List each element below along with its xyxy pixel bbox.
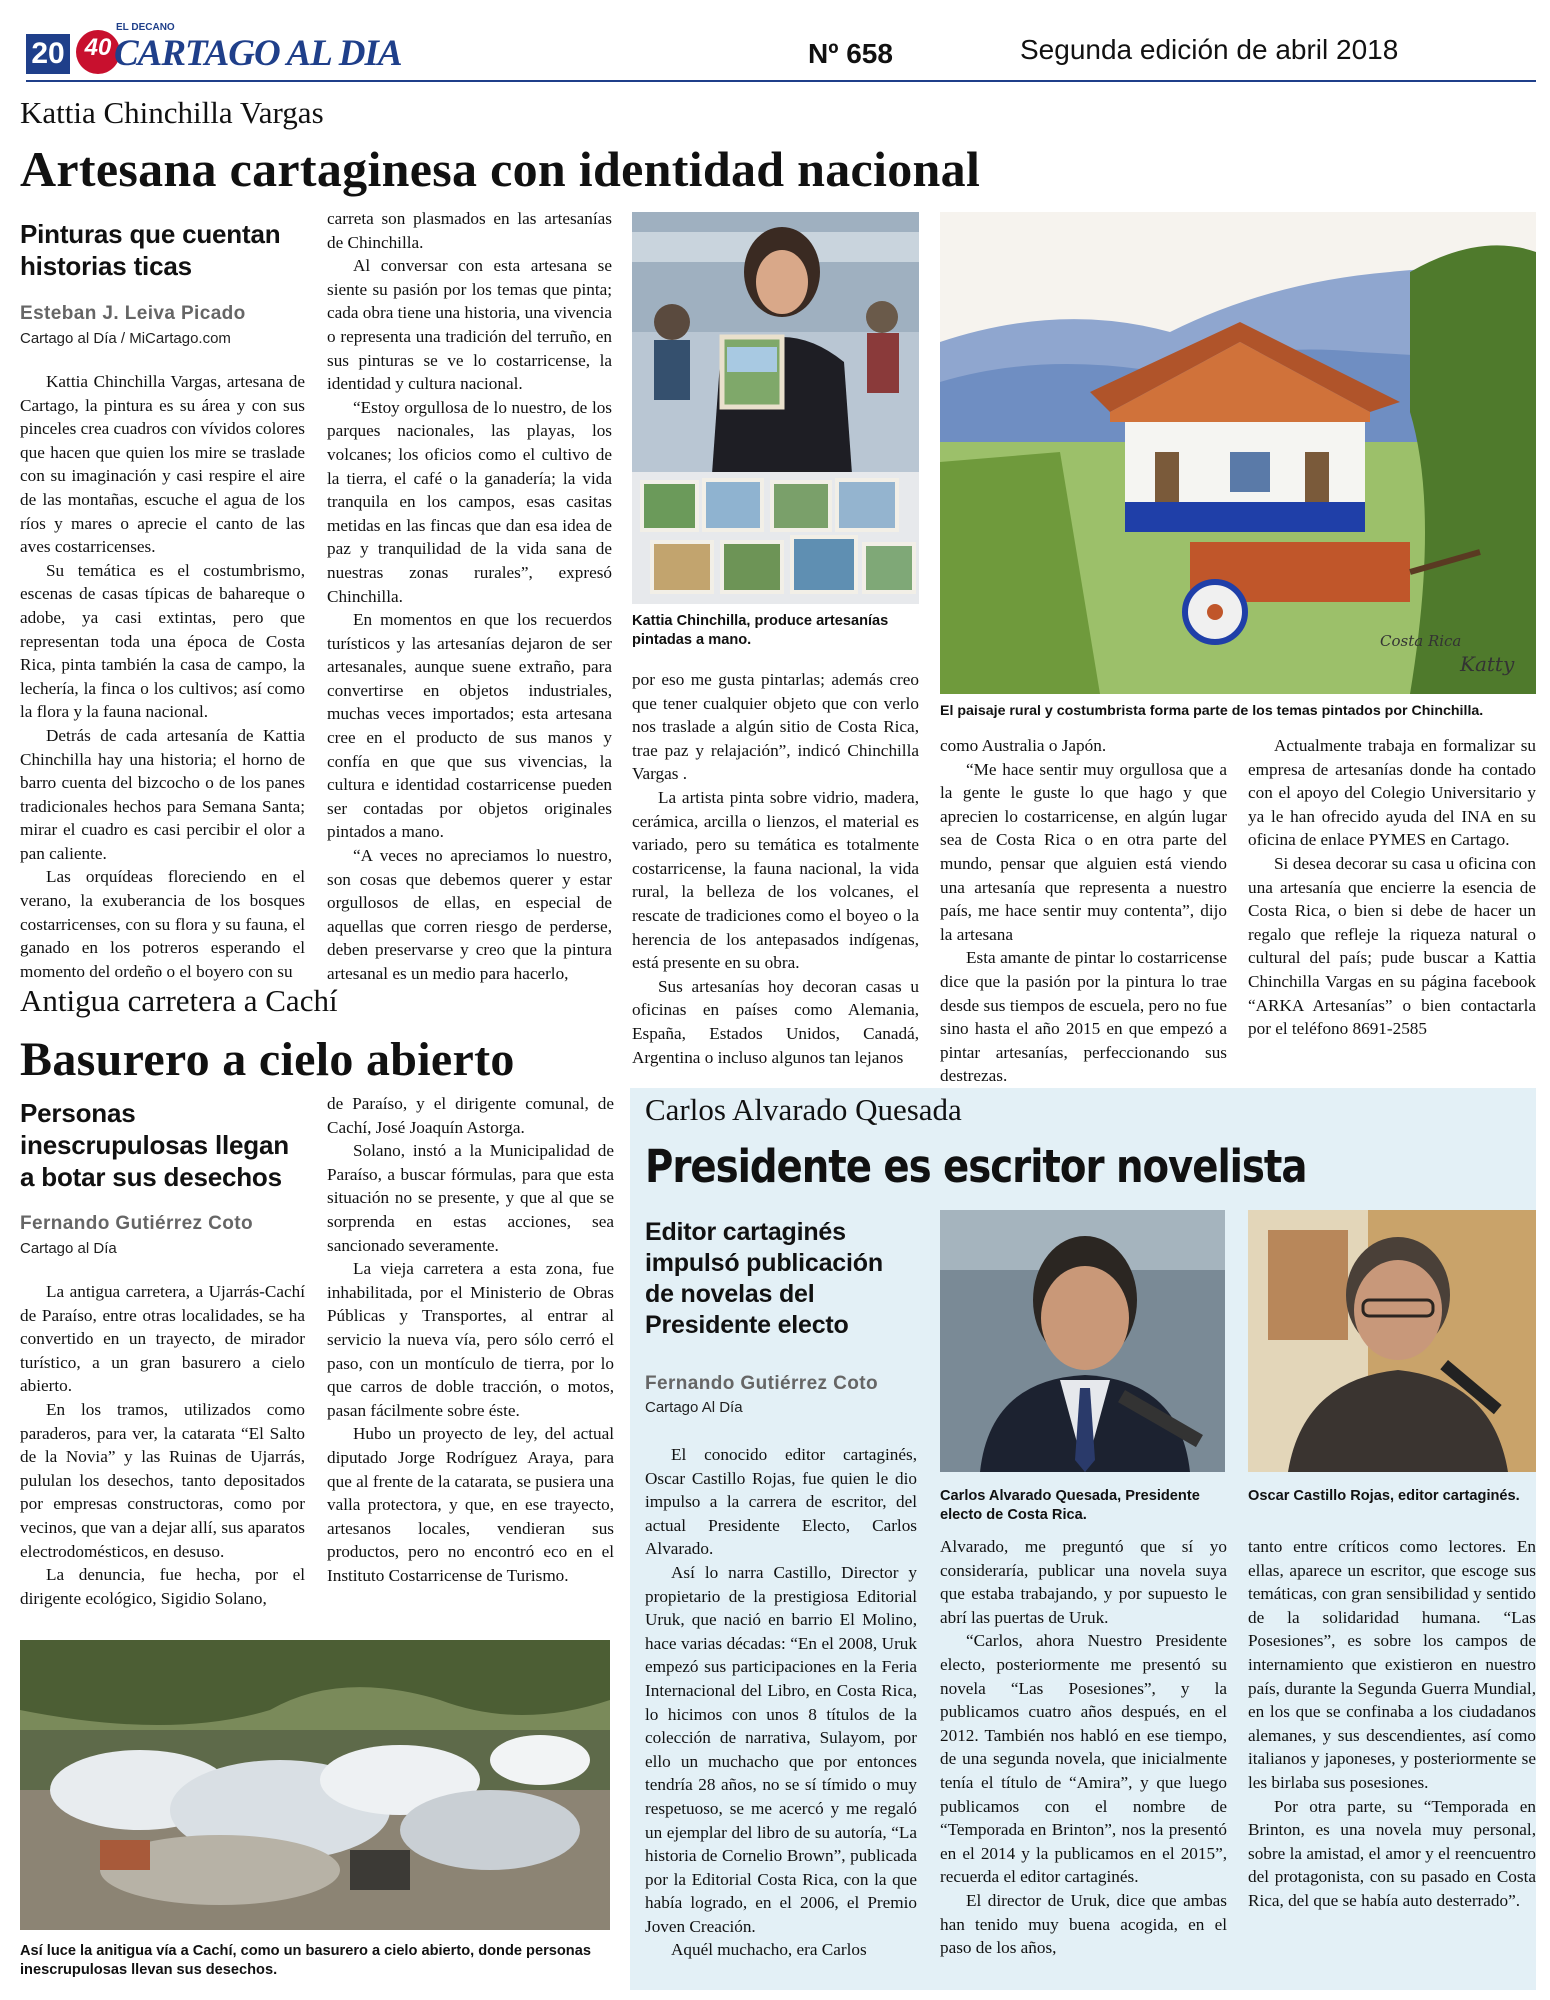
paragraph: Aquél muchacho, era Carlos <box>671 1940 867 1960</box>
painting-illustration <box>940 212 1536 694</box>
paragraph: La artista pinta sobre vidrio, madera, cerámica, arcilla o lienzos, el material es variado, pero su temática es totalmente costarricense, la fauna nacional, la vida rural, la belleza de los volcanes, el rescate de tradiciones como el boyeo o la herencia de los antepasados indígenas, está presente en su obra. <box>632 787 919 973</box>
paragraph: Las orquídeas floreciendo en el verano, la exuberancia de los bosques costarricenses, con su flora y su fauna, el ganado en los potreros esperando el momento del ordeño o el boyero con su <box>20 867 305 981</box>
painting-place-label: Costa Rica <box>1380 632 1462 650</box>
article2-author: Fernando Gutiérrez Coto <box>20 1213 253 1234</box>
paragraph: “Estoy orgullosa de lo nuestro, de los parques nacionales, las playas, los volcanes; los oficios como el cultivo de la tierra, el café o la ganadería; la vida tranquila en los campos, esas casitas metidas en las fincas que dan esa idea de paz y tranquilidad de la vida sana de nuestras zonas rurales”, expresó Chinchilla. <box>327 397 612 606</box>
article3-subhead: Editor cartaginés impulsó publicación de novelas del Presidente electo <box>645 1218 883 1339</box>
painting-photo <box>940 212 1536 694</box>
paragraph: Por otra parte, su “Temporada en Brinton, es una novela muy personal, sobre la amistad, el amor y el reencuentro del protagonista, con su pasado en Costa Rica, del que se había auto desterrado”. <box>1248 1796 1536 1910</box>
article2-kicker: Antigua carretera a Cachí <box>20 983 338 1018</box>
article1-column-5 <box>1248 734 1536 1079</box>
issue-number: Nº 658 <box>808 38 893 69</box>
paragraph: Actualmente trabaja en formalizar su empresa de artesanías donde ha contado con el apoyo del Colegio Universitario y ya le han ofrecido ayuda del INA en su oficina de enlace PYMES en Cartago. <box>1248 736 1536 850</box>
paragraph: “Carlos, ahora Nuestro Presidente electo, posteriormente me presentó su novela “Las Posesiones”, y la publicamos cuatro años después, en el 2012. También nos habló en ese tiempo, de una segunda novela, que inicialmente tenía el título de “Amira”, y que luego publicamos con el nombre de “Temporada en Brinton”, nos la presentó en el 2014 y la publicamos en el 2015”, recuerda el editor cartaginés. <box>940 1631 1227 1887</box>
article1-subhead: Pinturas que cuentan historias ticas <box>20 219 281 281</box>
garbage-photo <box>20 1640 610 1930</box>
article1-column-1 <box>20 370 305 981</box>
article1-column-3 <box>632 668 919 1068</box>
artisan-photo-caption: Kattia Chinchilla, produce artesanías pintadas a mano. <box>632 613 889 648</box>
garbage-photo-caption: Así luce la anitigua vía a Cachí, como un basurero a cielo abierto, donde personas inescrupulosas llevan sus desechos. <box>20 1943 591 1978</box>
paragraph: El conocido editor cartaginés, Oscar Castillo Rojas, fue quien le dio impulso a la carrera de escritor, del actual Presidente Electo, Carlos Alvarado. <box>645 1445 917 1559</box>
masthead <box>0 0 1550 84</box>
article2-source: Cartago al Día <box>20 1240 117 1257</box>
masthead-rule <box>26 80 1536 82</box>
article2-column-1 <box>20 1280 305 1640</box>
article1-column-4 <box>940 734 1227 1086</box>
article3-column-1 <box>645 1443 917 1983</box>
decano-label: EL DECANO <box>116 22 175 33</box>
article1-author: Esteban J. Leiva Picado <box>20 303 246 324</box>
painting-signature: Katty <box>1460 652 1515 676</box>
article3-source: Cartago Al Día <box>645 1399 743 1416</box>
edition-date: Segunda edición de abril 2018 <box>1020 34 1399 65</box>
artisan-photo-illustration <box>632 212 919 604</box>
paragraph: Hubo un proyecto de ley, del actual diputado Jorge Rodríguez Araya, para que al frente de la catarata, se pusiera una valla protectora, y que, en ese trayecto, artesanos locales, vendieran sus productos, pero no encontró eco en el Instituto Costarricense de Turismo. <box>327 1424 614 1585</box>
newspaper-name: CARTAGO AL DIA <box>114 33 402 74</box>
article2-column-2 <box>327 1092 614 1640</box>
paragraph: La denuncia, fue hecha, por el dirigente ecológico, Sigidio Solano, <box>20 1565 305 1608</box>
president-photo-caption: Carlos Alvarado Quesada, Presidente electo de Costa Rica. <box>940 1488 1200 1523</box>
article1-source: Cartago al Día / MiCartago.com <box>20 330 231 347</box>
article3-author: Fernando Gutiérrez Coto <box>645 1373 878 1394</box>
editor-photo <box>1248 1210 1536 1472</box>
paragraph: Su temática es el costumbrismo, escenas de casas típicas de bahareque o adobe, ya casi extintas, pero que representan toda una época de Costa Rica, pinta también la casa de campo, la lechería, la finca o los cultivos; así como la flora y la fauna nacional. <box>20 560 305 722</box>
editor-photo-caption: Oscar Castillo Rojas, editor cartaginés. <box>1248 1488 1520 1504</box>
anniversary-number: 40 <box>84 34 112 61</box>
paragraph: Detrás de cada artesanía de Kattia Chinchilla hay una historia; el horno de barro cuenta del bizcocho o de los panes tradicionales hechos para Semana Santa; mirar el cuadro es casi percibir el olor a pan caliente. <box>20 725 305 863</box>
paragraph: Sus artesanías hoy decoran casas u oficinas en países como Alemania, España, Estados Unidos, Canadá, Argentina o incluso algunos tan lejanos <box>632 976 919 1067</box>
paragraph: La antigua carretera, a Ujarrás-Cachí de Paraíso, entre otras localidades, se ha convertido en un trayecto, de mirador turístico, a un gran basurero a cielo abierto. <box>20 1282 305 1396</box>
paragraph: En momentos en que los recuerdos turísticos y las artesanías dejaron de ser artesanales, aunque suene extraño, para convertirse en objetos industriales, muchas veces importados; esta artesana cree en el producto de sus manos y confía en que que sus vivencias, la cultura e identidad costarricense pueden ser contadas por objetos originales pintados a mano. <box>327 610 612 842</box>
president-photo <box>940 1210 1225 1472</box>
paragraph: de Paraíso, y el dirigente comunal, de Cachí, José Joaquín Astorga. <box>327 1094 614 1137</box>
article1-kicker: Kattia Chinchilla Vargas <box>20 95 324 130</box>
paragraph: Si desea decorar su casa u oficina con una artesanía que encierre la esencia de Costa Rica, o bien si debe de hacer un regalo que refleje la riqueza natural o cultural del país; pude buscar a Kattia Chinchilla Vargas en su página facebook “ARKA Artesanías” o bien contactarla por el teléfono 8691-2585 <box>1248 853 1536 1039</box>
masthead-logo <box>74 22 402 82</box>
paragraph: Alvarado, me preguntó que sí yo consideraría, publicar una novela suya que estaba trabajando, y por supuesto le abrí las puertas de Uruk. <box>940 1537 1227 1627</box>
editor-photo-illustration <box>1248 1210 1536 1472</box>
paragraph: carreta son plasmados en las artesanías de Chinchilla. <box>327 209 612 252</box>
paragraph: En los tramos, utilizados como paraderos, para ver, la catarata “El Salto de la Novia” y las Ruinas de Ujarrás, pululan los desechos, tanto depositados por empresas constructoras, como por vecinos, que van a dejar allí, sus aparatos electrodomésticos, en desuso. <box>20 1399 305 1561</box>
paragraph: Kattia Chinchilla Vargas, artesana de Cartago, la pintura es su área y con sus pinceles crea cuadros con vívidos colores que hacen que quien los mire se traslade con su imaginación y casi respire el aire de las montañas, escuche el agua de los ríos y mares o aprecie el canto de las aves costarricenses. <box>20 372 305 557</box>
paragraph: “A veces no apreciamos lo nuestro, son cosas que debemos querer y estar orgullosos de ellas, en especial de aquellas que corren riesgo de perderse, deben preservarse y creo que la pintura artesanal es un medio para hacerlo, <box>327 846 612 983</box>
paragraph: como Australia o Japón. <box>940 736 1107 755</box>
painting-caption: El paisaje rural y costumbrista forma parte de los temas pintados por Chinchilla. <box>940 703 1484 719</box>
article3-kicker: Carlos Alvarado Quesada <box>645 1092 962 1127</box>
paragraph: Esta amante de pintar lo costarricense dice que la pasión por la pintura lo trae desde sus tiempos de escuela, pero no fue sino hasta el año 2015 en que empezó a pintar artesanías, perfeccionando sus destrezas. <box>940 948 1227 1086</box>
paragraph: por eso me gusta pintarlas; además creo que tener cualquier objeto que con verlo nos traslade a algún sitio de Costa Rica, trae paz y relajación”, indicó Chinchilla Vargas . <box>632 670 919 784</box>
paragraph: Al conversar con esta artesana se siente su pasión por los temas que pinta; cada obra tiene una historia, una vivencia o representa una tradición del terruño, en sus pinturas se ve lo costarricense, la identidad y cultura nacional. <box>327 256 612 394</box>
paragraph: El director de Uruk, dice que ambas han tenido muy buena acogida, en el paso de los años, <box>940 1890 1227 1958</box>
article3-column-2 <box>940 1535 1227 1983</box>
garbage-illustration <box>20 1640 610 1930</box>
article3-headline: Presidente es escritor novelista <box>645 1140 1307 1193</box>
paragraph: tanto entre críticos como lectores. En ellas, aparece un escritor, que escoge sus temáticas, con gran sensibilidad y sentido de la solidaridad humana. “Las Posesiones”, es sobre los campos de internamiento que existieron en nuestro país, durante la Segunda Guerra Mundial, en los que se confinaba a los ciudadanos alemanes, y sus descendientes, así como italianos y japoneses, y posteriormente se les birlaba sus posesiones. <box>1248 1537 1536 1792</box>
paragraph: Así lo narra Castillo, Director y propietario de la prestigiosa Editorial Uruk, que nació en barrio El Molino, hace varias décadas: “En el 2008, Uruk empezó sus participaciones en la Feria Internacional del Libro, en Costa Rica, lo hicimos con unos 8 títulos de la colección de narrativa, Sulayom, por ello un muchacho que por entonces tendría 28 años, no se sí tímido o muy respetuoso, se me acercó y me regaló un ejemplar del libro de su autoría, “La historia de Cornelio Brown”, publicada por la Editorial Costa Rica, con la que había logrado, en el 2006, el Premio Joven Creación. <box>645 1562 917 1936</box>
article1-column-2 <box>327 207 612 983</box>
president-photo-illustration <box>940 1210 1225 1472</box>
article2-subhead: Personas inescrupulosas llegan a botar sus desechos <box>20 1098 289 1192</box>
page-number: 20 <box>26 34 70 74</box>
artisan-photo <box>632 212 919 604</box>
article3-column-3 <box>1248 1535 1536 1983</box>
article2-headline: Basurero a cielo abierto <box>20 1033 515 1086</box>
paragraph: La vieja carretera a esta zona, fue inhabilitada, por el Ministerio de Obras Públicas y Transportes, al entrar al servicio la nueva vía, pero sólo cerró el paso, con un montículo de tierra, por lo que carros de doble tracción, o motos, pasan fácilmente sobre éste. <box>327 1259 614 1420</box>
paragraph: Solano, instó a la Municipalidad de Paraíso, a buscar fórmulas, para que esta situación no se presente, y que al que se sorprenda en estas acciones, sea sancionado severamente. <box>327 1141 614 1255</box>
paragraph: “Me hace sentir muy orgullosa que a la gente le guste lo que hago y que aprecien lo costarricense, en algún lugar sea de Costa Rica o en otra parte del mundo, pensar que alguien está viendo una artesanía que representa a nuestro país, me hace sentir muy contenta”, dijo la artesana <box>940 759 1227 944</box>
article1-headline: Artesana cartaginesa con identidad nacional <box>20 141 981 197</box>
